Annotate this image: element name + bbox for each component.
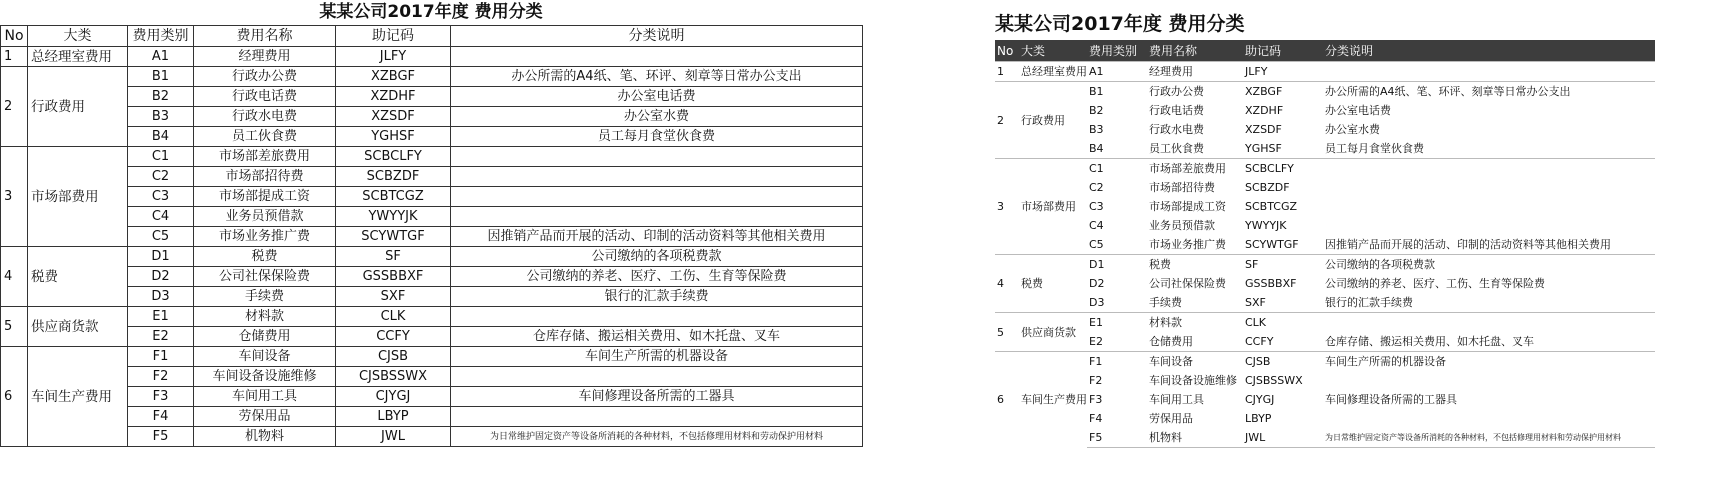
row-code: E1 [128, 307, 194, 327]
row-category: 总经理室费用 [28, 47, 128, 67]
right-expense-table [995, 40, 1655, 448]
row-mnemonic: XZBGF [1243, 82, 1323, 102]
row-category: 车间生产费用 [1019, 352, 1087, 448]
row-category: 车间生产费用 [28, 347, 128, 447]
row-description [1323, 62, 1655, 82]
row-name: 材料款 [194, 307, 336, 327]
left-expense-table [0, 25, 863, 447]
header-mnemonic: 助记码 [336, 26, 451, 47]
row-description [451, 167, 863, 187]
table-row [995, 428, 1655, 448]
table-row [1, 307, 863, 327]
row-description: 公司缴纳的各项税费款 [451, 247, 863, 267]
row-code: D2 [128, 267, 194, 287]
table-row [995, 197, 1655, 216]
row-description: 仓库存储、搬运相关费用、如木托盘、叉车 [451, 327, 863, 347]
row-code: C2 [1089, 181, 1104, 194]
row-mnemonic: YGHSF [336, 127, 451, 147]
row-name: 税费 [1147, 255, 1243, 275]
left-sheet-title: 某某公司2017年度 费用分类 [319, 2, 543, 22]
row-no: 3 [1, 147, 28, 247]
row-description [451, 47, 863, 67]
row-name: 员工伙食费 [1149, 142, 1204, 155]
header-no: No [995, 40, 1019, 62]
row-code: B4 [1089, 142, 1104, 155]
row-mnemonic: GSSBBXF [336, 267, 451, 287]
row-name: 仓储费用 [194, 327, 336, 347]
right-table-header [995, 40, 1655, 62]
table-row [1, 407, 863, 427]
row-mnemonic: YGHSF [1245, 142, 1282, 155]
row-code: F3 [128, 387, 194, 407]
row-mnemonic: JWL [1243, 428, 1323, 448]
row-code: F1 [1087, 352, 1147, 372]
row-code: C3 [128, 187, 194, 207]
row-mnemonic: JLFY [336, 47, 451, 67]
row-description [451, 187, 863, 207]
row-description: 因推销产品而开展的活动、印制的活动资料等其他相关费用 [451, 227, 863, 247]
row-code: F5 [1087, 428, 1147, 448]
row-no: 1 [995, 62, 1019, 82]
row-code: B4 [128, 127, 194, 147]
row-description: 为日常维护固定资产等设备所消耗的各种材料，不包括修理用材料和劳动保护用材料 [1323, 428, 1655, 448]
row-description: 办公室水费 [451, 107, 863, 127]
row-mnemonic: CJSBSSWX [336, 367, 451, 387]
table-row [1, 87, 863, 107]
table-row [995, 101, 1655, 120]
row-name: 劳保用品 [1149, 412, 1193, 425]
row-name: 经理费用 [1147, 62, 1243, 82]
row-code: D1 [128, 247, 194, 267]
row-name: 车间设备设施维修 [1149, 374, 1237, 387]
table-row [995, 409, 1655, 428]
row-mnemonic: YWYYJK [336, 207, 451, 227]
table-row [995, 371, 1655, 390]
row-mnemonic: XZSDF [336, 107, 451, 127]
row-name: 劳保用品 [194, 407, 336, 427]
row-name: 材料款 [1147, 313, 1243, 333]
table-row [1, 147, 863, 167]
row-mnemonic: XZDHF [336, 87, 451, 107]
row-no: 2 [995, 82, 1019, 159]
row-name: 机物料 [1147, 428, 1243, 448]
row-no: 6 [995, 352, 1019, 448]
row-mnemonic: CLK [336, 307, 451, 327]
row-code: B3 [128, 107, 194, 127]
row-name: 市场部招待费 [194, 167, 336, 187]
header-mnemonic: 助记码 [1243, 40, 1323, 62]
table-row [1, 107, 863, 127]
row-name: 车间设备设施维修 [194, 367, 336, 387]
row-code: B2 [1089, 104, 1104, 117]
row-name: 行政电话费 [194, 87, 336, 107]
right-sheet-title: 某某公司2017年度 费用分类 [995, 13, 1245, 35]
row-name: 机物料 [194, 427, 336, 447]
row-code: D2 [1089, 277, 1105, 290]
row-mnemonic: CLK [1243, 313, 1323, 333]
row-name: 市场业务推广费 [1149, 238, 1226, 251]
table-row [995, 274, 1655, 293]
row-description [1323, 409, 1655, 428]
row-code: B1 [128, 67, 194, 87]
row-name: 行政水电费 [1149, 123, 1204, 136]
row-name: 行政办公费 [194, 67, 336, 87]
row-no: 4 [1, 247, 28, 307]
row-description [451, 307, 863, 327]
row-description: 公司缴纳的养老、医疗、工伤、生育等保险费 [451, 267, 863, 287]
row-description: 公司缴纳的养老、医疗、工伤、生育等保险费 [1325, 277, 1545, 290]
row-mnemonic: XZSDF [1245, 123, 1282, 136]
row-name: 公司社保保险费 [194, 267, 336, 287]
row-mnemonic: SCBTCGZ [336, 187, 451, 207]
row-category: 税费 [28, 247, 128, 307]
row-no: 5 [995, 313, 1019, 352]
row-description: 车间修理设备所需的工器具 [451, 387, 863, 407]
table-row [995, 255, 1655, 275]
row-mnemonic: CJYGJ [336, 387, 451, 407]
row-mnemonic: CJSBSSWX [1245, 374, 1303, 387]
row-description [451, 367, 863, 387]
row-description: 办公所需的A4纸、笔、环评、刻章等日常办公支出 [451, 67, 863, 87]
row-mnemonic: JLFY [1243, 62, 1323, 82]
row-name: 业务员预借款 [194, 207, 336, 227]
row-name: 车间用工具 [194, 387, 336, 407]
row-code: D3 [1089, 296, 1105, 309]
row-category: 供应商货款 [1019, 313, 1087, 352]
table-row [995, 293, 1655, 313]
row-mnemonic: SF [1243, 255, 1323, 275]
table-row [1, 127, 863, 147]
header-expense-type: 费用类别 [128, 26, 194, 47]
row-description [1323, 371, 1655, 390]
row-mnemonic: SXF [336, 287, 451, 307]
table-row [1, 67, 863, 87]
row-code: B3 [1089, 123, 1104, 136]
header-expense-type: 费用类别 [1087, 40, 1147, 62]
row-code: C4 [1089, 219, 1104, 232]
row-mnemonic: CJSB [1243, 352, 1323, 372]
table-row [1, 227, 863, 247]
row-mnemonic: LBYP [336, 407, 451, 427]
left-table-header [1, 26, 863, 47]
row-description: 员工每月食堂伙食费 [1325, 142, 1424, 155]
row-category: 税费 [1019, 255, 1087, 313]
row-mnemonic: CCFY [336, 327, 451, 347]
table-row [1, 267, 863, 287]
row-description: 因推销产品而开展的活动、印制的活动资料等其他相关费用 [1325, 238, 1611, 251]
row-description: 办公室水费 [1325, 123, 1380, 136]
row-code: E2 [128, 327, 194, 347]
row-category: 行政费用 [28, 67, 128, 147]
row-description: 银行的汇款手续费 [451, 287, 863, 307]
row-code: A1 [1087, 62, 1147, 82]
row-code: F4 [128, 407, 194, 427]
header-no: No [1, 26, 28, 47]
row-code: D3 [128, 287, 194, 307]
left-panel [0, 0, 862, 447]
row-name: 行政水电费 [194, 107, 336, 127]
table-row [995, 178, 1655, 197]
row-name: 行政电话费 [1149, 104, 1204, 117]
row-description [451, 147, 863, 167]
row-description: 车间修理设备所需的工器具 [1325, 393, 1457, 406]
row-name: 业务员预借款 [1149, 219, 1215, 232]
row-name: 市场部提成工资 [194, 187, 336, 207]
table-row [995, 82, 1655, 102]
row-no: 2 [1, 67, 28, 147]
row-description: 银行的汇款手续费 [1325, 296, 1413, 309]
header-expense-name: 费用名称 [1147, 40, 1243, 62]
row-category: 市场部费用 [28, 147, 128, 247]
row-no: 1 [1, 47, 28, 67]
row-category: 供应商货款 [28, 307, 128, 347]
row-name: 市场部提成工资 [1149, 200, 1226, 213]
row-name: 手续费 [194, 287, 336, 307]
row-description [451, 207, 863, 227]
row-description: 为日常维护固定资产等设备所消耗的各种材料，不包括修理用材料和劳动保护用材料 [451, 427, 863, 447]
row-description [1323, 159, 1655, 179]
row-mnemonic: XZBGF [336, 67, 451, 87]
row-description: 办公室电话费 [451, 87, 863, 107]
row-category: 总经理室费用 [1019, 62, 1087, 82]
row-mnemonic: JWL [336, 427, 451, 447]
row-mnemonic: XZDHF [1245, 104, 1284, 117]
row-code: E2 [1089, 335, 1103, 348]
row-name: 公司社保保险费 [1149, 277, 1226, 290]
header-expense-name: 费用名称 [194, 26, 336, 47]
row-mnemonic: SCBCLFY [1243, 159, 1323, 179]
row-code: C5 [128, 227, 194, 247]
table-row [995, 352, 1655, 372]
row-name: 车间设备 [1147, 352, 1243, 372]
table-row [1, 187, 863, 207]
row-name: 市场部招待费 [1149, 181, 1215, 194]
row-code: A1 [128, 47, 194, 67]
row-name: 税费 [194, 247, 336, 267]
row-mnemonic: CJSB [336, 347, 451, 367]
table-row [995, 159, 1655, 179]
table-row [1, 207, 863, 227]
row-code: F2 [128, 367, 194, 387]
table-row [1, 347, 863, 367]
table-row [1, 367, 863, 387]
row-description [1323, 178, 1655, 197]
row-code: F2 [1089, 374, 1103, 387]
row-name: 车间设备 [194, 347, 336, 367]
table-row [995, 390, 1655, 409]
row-mnemonic: SCBCLFY [336, 147, 451, 167]
row-name: 市场业务推广费 [194, 227, 336, 247]
row-mnemonic: LBYP [1245, 412, 1272, 425]
row-mnemonic: SCBTCGZ [1245, 200, 1298, 213]
table-row [1, 47, 863, 67]
table-row [995, 62, 1655, 82]
row-code: C1 [1087, 159, 1147, 179]
row-code: D1 [1087, 255, 1147, 275]
table-row [1, 427, 863, 447]
row-name: 车间用工具 [1149, 393, 1204, 406]
row-code: B1 [1087, 82, 1147, 102]
row-description [1323, 197, 1655, 216]
row-no: 3 [995, 159, 1019, 255]
table-row [995, 139, 1655, 159]
row-name: 市场部差旅费用 [1147, 159, 1243, 179]
row-mnemonic: CCFY [1245, 335, 1274, 348]
table-row [995, 313, 1655, 333]
row-mnemonic: SCYWTGF [336, 227, 451, 247]
table-row [1, 247, 863, 267]
table-row [1, 327, 863, 347]
row-mnemonic: SXF [1245, 296, 1266, 309]
table-row [995, 120, 1655, 139]
table-row [995, 235, 1655, 255]
row-code: C1 [128, 147, 194, 167]
header-description: 分类说明 [1323, 40, 1655, 62]
row-code: C4 [128, 207, 194, 227]
header-category: 大类 [1019, 40, 1087, 62]
row-code: C3 [1089, 200, 1104, 213]
row-code: C5 [1089, 238, 1104, 251]
right-panel [995, 0, 1655, 448]
row-description [451, 407, 863, 427]
row-code: B2 [128, 87, 194, 107]
row-description: 办公所需的A4纸、笔、环评、刻章等日常办公支出 [1323, 82, 1655, 102]
row-mnemonic: SCYWTGF [1245, 238, 1299, 251]
table-row [1, 167, 863, 187]
row-name: 经理费用 [194, 47, 336, 67]
row-mnemonic: YWYYJK [1245, 219, 1287, 232]
row-description: 车间生产所需的机器设备 [451, 347, 863, 367]
row-description [1323, 313, 1655, 333]
row-category: 市场部费用 [1019, 159, 1087, 255]
row-code: C2 [128, 167, 194, 187]
row-mnemonic: CJYGJ [1245, 393, 1275, 406]
row-description: 仓库存储、搬运相关费用、如木托盘、叉车 [1325, 335, 1534, 348]
header-category: 大类 [28, 26, 128, 47]
row-mnemonic: SCBZDF [1245, 181, 1290, 194]
table-row [1, 287, 863, 307]
row-description: 公司缴纳的各项税费款 [1323, 255, 1655, 275]
row-mnemonic: GSSBBXF [1245, 277, 1297, 290]
row-category: 行政费用 [1019, 82, 1087, 159]
row-mnemonic: SCBZDF [336, 167, 451, 187]
row-name: 仓储费用 [1149, 335, 1193, 348]
row-name: 手续费 [1149, 296, 1182, 309]
row-mnemonic: SF [336, 247, 451, 267]
row-name: 行政办公费 [1147, 82, 1243, 102]
row-description: 办公室电话费 [1325, 104, 1391, 117]
table-row [995, 216, 1655, 235]
table-row [995, 332, 1655, 352]
row-code: F1 [128, 347, 194, 367]
row-description: 车间生产所需的机器设备 [1323, 352, 1655, 372]
row-code: F5 [128, 427, 194, 447]
header-description: 分类说明 [451, 26, 863, 47]
row-description [1323, 216, 1655, 235]
table-row [1, 387, 863, 407]
row-no: 4 [995, 255, 1019, 313]
row-code: F3 [1089, 393, 1103, 406]
row-name: 员工伙食费 [194, 127, 336, 147]
row-code: F4 [1089, 412, 1103, 425]
row-no: 6 [1, 347, 28, 447]
row-no: 5 [1, 307, 28, 347]
row-description: 员工每月食堂伙食费 [451, 127, 863, 147]
row-name: 市场部差旅费用 [194, 147, 336, 167]
row-code: E1 [1087, 313, 1147, 333]
